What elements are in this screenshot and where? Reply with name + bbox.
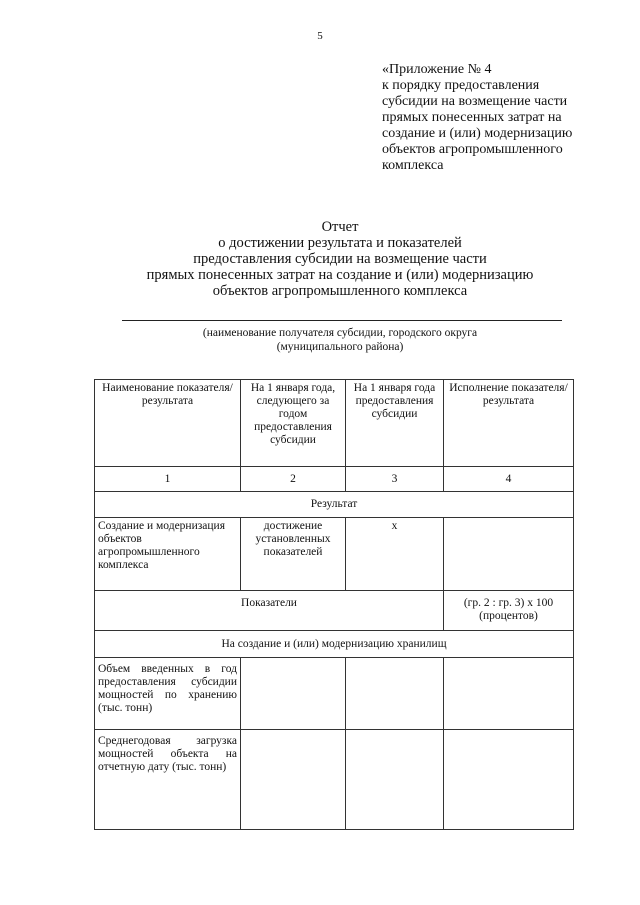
table-header-row xyxy=(95,380,574,467)
appendix-line: комплекса xyxy=(382,158,444,173)
column-number: 4 xyxy=(444,467,574,492)
column-number: 1 xyxy=(95,467,241,492)
appendix-line: субсидии на возмещение части xyxy=(382,94,568,109)
table-row xyxy=(95,658,574,730)
table-row xyxy=(95,730,574,830)
column-number: 3 xyxy=(346,467,444,492)
appendix-line: создание и (или) модернизацию xyxy=(382,126,573,141)
table-cell xyxy=(444,730,574,830)
section-storage-label: На создание и (или) модернизацию хранилищ xyxy=(95,631,574,658)
indicators-formula-cell xyxy=(444,591,574,631)
section-row xyxy=(95,631,574,658)
result-name-cell: Создание и модернизация объектов агропромышленного комплекса xyxy=(95,518,241,591)
report-title-line: Отчет xyxy=(321,219,359,235)
row-name-cell: Объем введенных в год предоставления субсидии мощностей по хранению (тыс. тонн) xyxy=(95,658,241,730)
header-cell: Исполнение показателя/результата xyxy=(444,380,574,467)
recipient-underline xyxy=(122,320,562,321)
table-cell xyxy=(241,658,346,730)
appendix-header xyxy=(382,62,622,174)
report-title-line: объектов агропромышленного комплекса xyxy=(212,283,468,299)
indicators-label: Показатели xyxy=(95,591,444,631)
section-row xyxy=(95,492,574,518)
recipient-note xyxy=(60,326,620,354)
report-table xyxy=(94,379,574,830)
appendix-line: к порядку предоставления xyxy=(382,78,540,93)
report-title-line: предоставления субсидии на возмещение части xyxy=(193,251,487,267)
report-title-line: о достижении результата и показателей xyxy=(218,235,462,251)
result-col2-cell: достижение установленных показателей xyxy=(241,518,346,591)
header-cell: Наименование показателя/результата xyxy=(95,380,241,467)
column-number: 2 xyxy=(241,467,346,492)
table-row xyxy=(95,518,574,591)
table-cell xyxy=(346,658,444,730)
recipient-note-line: (наименование получателя субсидии, городского округа xyxy=(202,327,478,339)
appendix-line: прямых понесенных затрат на xyxy=(382,110,562,125)
indicators-row xyxy=(95,591,574,631)
table-cell xyxy=(241,730,346,830)
indicators-formula-line: (процентов) xyxy=(479,610,538,622)
column-number-row xyxy=(95,467,574,492)
result-col4-cell xyxy=(444,518,574,591)
row-name-cell: Среднегодовая загрузка мощностей объекта на отчетную дату (тыс. тонн) xyxy=(95,730,241,830)
appendix-line: объектов агропромышленного xyxy=(382,142,563,157)
table-cell xyxy=(444,658,574,730)
report-title-line: прямых понесенных затрат на создание и (или) модернизацию xyxy=(146,267,534,283)
header-cell: На 1 января года предоставления субсидии xyxy=(346,380,444,467)
page-number: 5 xyxy=(317,30,323,42)
report-title xyxy=(60,219,620,299)
appendix-line: «Приложение № 4 xyxy=(382,62,492,77)
section-result-label: Результат xyxy=(95,492,574,518)
indicators-formula-line: (гр. 2 : гр. 3) х 100 xyxy=(463,597,554,609)
result-col3-cell: х xyxy=(346,518,444,591)
table-cell xyxy=(346,730,444,830)
header-cell: На 1 января года, следующего за годом предоставления субсидии xyxy=(241,380,346,467)
recipient-note-line: (муниципального района) xyxy=(276,341,404,353)
